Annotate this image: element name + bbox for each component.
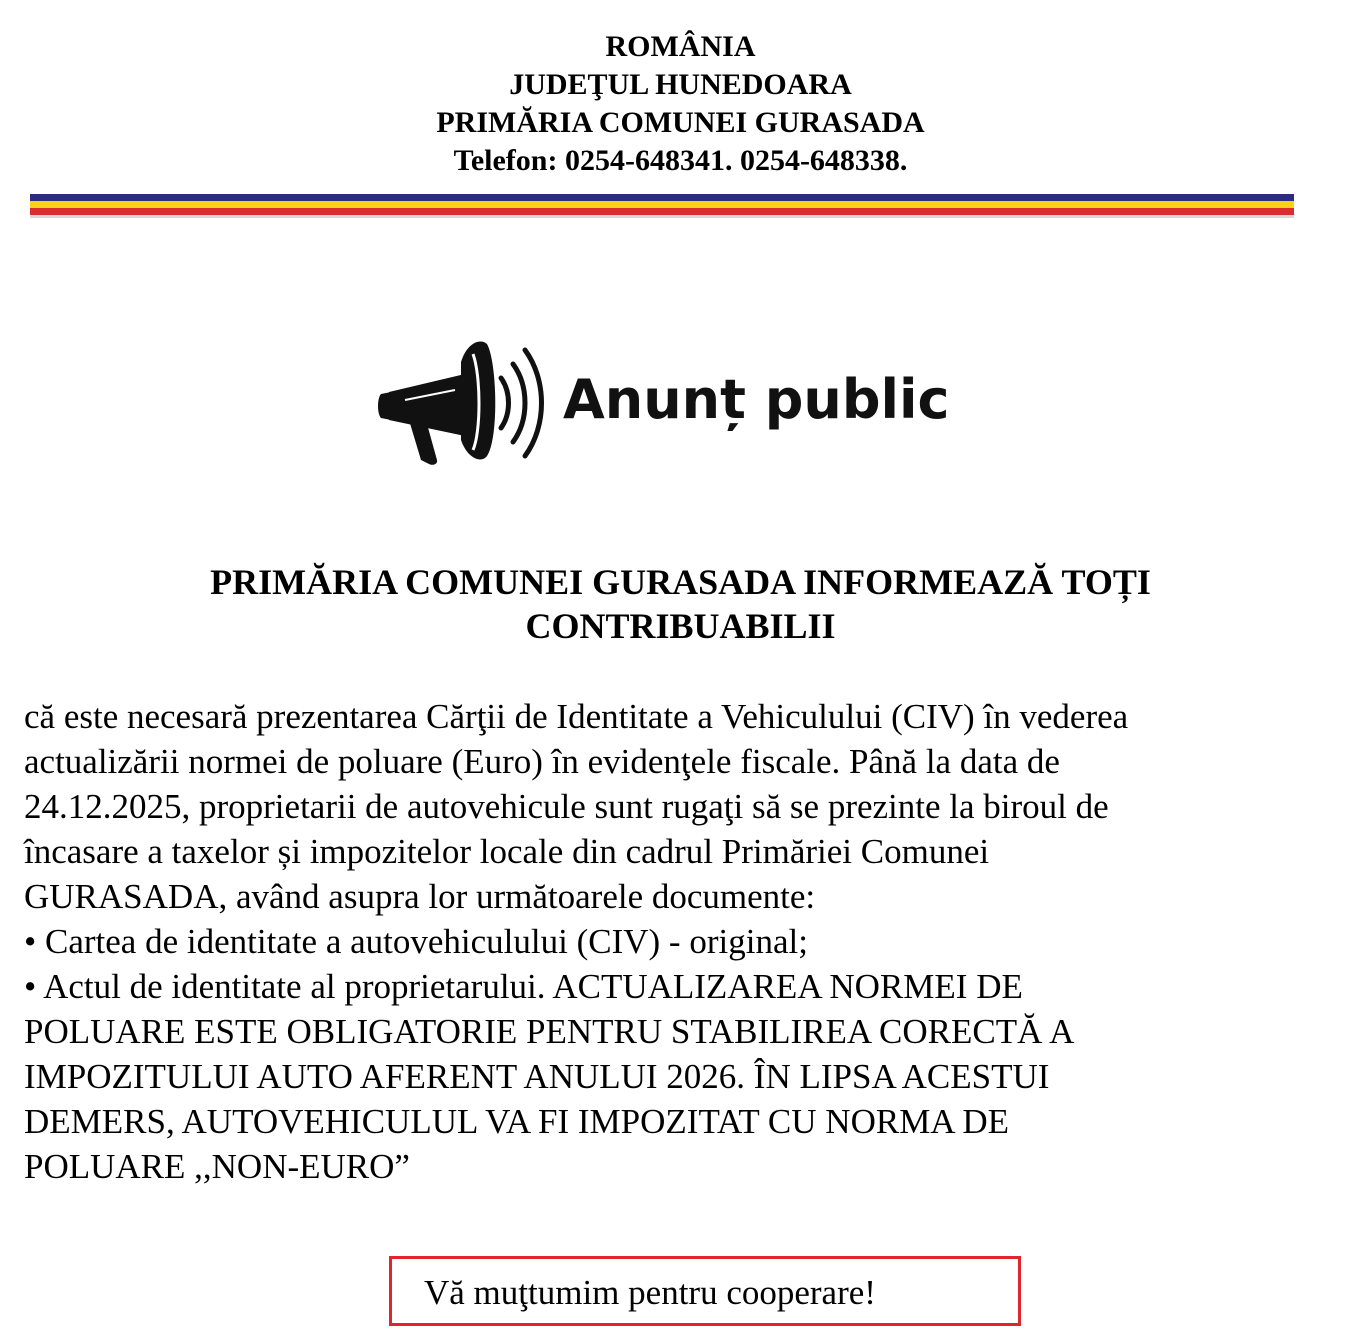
body-line: GURASADA, având asupra lor următoarele documente: — [24, 877, 816, 916]
letterhead-institution: PRIMĂRIA COMUNEI GURASADA — [436, 106, 925, 139]
notice-title-line-1: PRIMĂRIA COMUNEI GURASADA INFORMEAZĂ TOȚI — [210, 562, 1151, 602]
body-line: încasare a taxelor și impozitelor locale din cadrul Primăriei Comunei — [24, 832, 990, 871]
divider-shadow — [30, 215, 1294, 218]
body-line: actualizării normei de poluare (Euro) în evidenţele fiscale. Până la data de — [24, 742, 1060, 781]
thanks-message: Vă muţtumim pentru cooperare! — [424, 1273, 876, 1312]
letterhead-county: JUDEŢUL HUNEDOARA — [509, 68, 852, 101]
body-line: că este necesară prezentarea Cărţii de Identitate a Vehiculului (CIV) în vederea — [24, 697, 1129, 736]
body-line: 24.12.2025, proprietarii de autovehicule sunt rugaţi să se prezinte la biroul de — [24, 787, 1109, 826]
tricolor-divider — [30, 194, 1294, 218]
notice-body — [24, 694, 1344, 1189]
thanks-box — [389, 1256, 1021, 1326]
divider-band-red — [30, 208, 1294, 215]
body-line: POLUARE ,,NON-EURO” — [24, 1147, 410, 1186]
announcement-logo — [375, 336, 975, 468]
notice-title-line-2: CONTRIBUABILII — [525, 606, 836, 646]
divider-band-yellow — [30, 201, 1294, 208]
logo-text: Anunț public — [563, 368, 950, 431]
megaphone-icon — [375, 336, 555, 468]
letterhead-phone: Telefon: 0254-648341. 0254-648338. — [453, 144, 908, 177]
letterhead — [0, 28, 1361, 180]
letterhead-country: ROMÂNIA — [605, 30, 756, 63]
body-line: DEMERS, AUTOVEHICULUL VA FI IMPOZITAT CU NORMA DE — [24, 1102, 1010, 1141]
notice-title — [0, 560, 1361, 648]
body-line: IMPOZITULUI AUTO AFERENT ANULUI 2026. ÎN LIPSA ACESTUI — [24, 1057, 1050, 1096]
required-document-id: • Actul de identitate al proprietarului. ACTUALIZAREA NORMEI DE — [24, 967, 1023, 1006]
required-document-civ: • Cartea de identitate a autovehiculului (CIV) - original; — [24, 922, 808, 961]
divider-band-blue — [30, 194, 1294, 201]
body-line: POLUARE ESTE OBLIGATORIE PENTRU STABILIREA CORECTĂ A — [24, 1012, 1075, 1051]
